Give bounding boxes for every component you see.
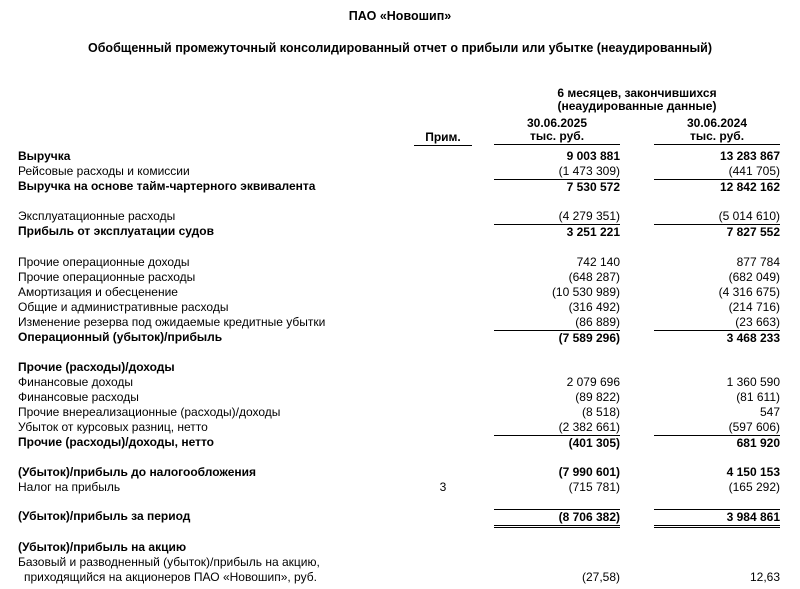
value-2025: 7 530 572 [494, 179, 620, 195]
column-unit-2024: тыс. руб. [689, 129, 745, 143]
company-name: ПАО «Новошип» [348, 9, 452, 23]
row-label: Изменение резерва под ожидаемые кредитные убытки [18, 315, 326, 329]
value-2024: 12 842 162 [654, 179, 780, 195]
row-eps-line-1 [0, 555, 800, 570]
row-other-operating-income [0, 255, 800, 270]
row-profit-for-period [0, 509, 800, 524]
value-2025: (8 518) [581, 405, 620, 419]
value-2024: 7 827 552 [654, 224, 780, 240]
row-label: Базовый и разводненный (убыток)/прибыль на акцию, [18, 555, 320, 569]
value-2024: 4 150 153 [726, 465, 780, 479]
row-operating-expenses [0, 209, 800, 224]
value-2025: (648 287) [568, 270, 620, 284]
row-vessel-profit [0, 224, 800, 239]
value-2024: 547 [759, 405, 780, 419]
row-label: Амортизация и обесценение [18, 285, 178, 299]
value-2025: (2 382 661) [558, 420, 620, 434]
row-label: Эксплуатационные расходы [18, 209, 176, 223]
row-eps-line-2 [0, 570, 800, 585]
row-other-net [0, 435, 800, 450]
row-label: Убыток от курсовых разниц, нетто [18, 420, 208, 434]
row-label: Прочие (расходы)/доходы, нетто [18, 435, 215, 449]
value-2025: (4 279 351) [558, 209, 620, 223]
value-2025: (715 781) [568, 480, 620, 494]
row-finance-income [0, 375, 800, 390]
column-header-2024 [654, 117, 780, 145]
period-line-1: 6 месяцев, закончившихся [557, 86, 717, 100]
value-2025: (7 990 601) [558, 465, 620, 479]
value-2024: (597 606) [728, 420, 780, 434]
value-2024: (214 716) [728, 300, 780, 314]
row-label: Общие и административные расходы [18, 300, 229, 314]
value-2025: (27,58) [581, 570, 620, 584]
column-unit-2025: тыс. руб. [529, 129, 585, 143]
value-2025: (1 473 309) [558, 164, 620, 178]
value-2025: (89 822) [575, 390, 620, 404]
row-label: Налог на прибыль [18, 480, 121, 494]
row-profit-before-tax [0, 465, 800, 480]
period-line-2: (неаудированные данные) [557, 99, 717, 113]
column-header-2025 [494, 117, 620, 145]
row-depreciation [0, 285, 800, 300]
value-2024: (4 316 675) [718, 285, 780, 299]
row-label: Выручка на основе тайм-чартерного эквивалента [18, 179, 316, 193]
value-2025: (86 889) [575, 315, 620, 329]
value-2024: 1 360 590 [726, 375, 780, 389]
value-2024: 3 468 233 [654, 330, 780, 346]
row-label: (Убыток)/прибыль за период [18, 509, 191, 523]
row-label: (Убыток)/прибыль до налогообложения [18, 465, 257, 479]
value-2025: 2 079 696 [566, 375, 620, 389]
value-2024: 13 283 867 [719, 149, 780, 163]
value-2024: 3 984 861 [654, 509, 780, 528]
value-2025: 742 140 [576, 255, 620, 269]
row-income-tax [0, 480, 800, 495]
report-title: Обобщенный промежуточный консолидированный отчет о прибыли или убытке (неаудированный) [87, 41, 712, 55]
value-2025: 3 251 221 [494, 224, 620, 240]
value-2024: (441 705) [728, 164, 780, 178]
value-2025: (316 492) [568, 300, 620, 314]
value-2024: (23 663) [735, 315, 780, 329]
row-other-operating-expenses [0, 270, 800, 285]
value-2025: (10 530 989) [551, 285, 620, 299]
value-2025: (401 305) [494, 435, 620, 451]
row-other-section-heading [0, 360, 800, 375]
value-2025: (7 589 296) [494, 330, 620, 346]
row-g-and-a [0, 300, 800, 315]
value-2024: 681 920 [654, 435, 780, 451]
row-label: Финансовые расходы [18, 390, 139, 404]
row-label: приходящийся на акционеров ПАО «Новошип», руб. [24, 570, 317, 584]
value-2024: (81 611) [736, 390, 780, 404]
row-finance-costs [0, 390, 800, 405]
row-label: Выручка [18, 149, 71, 163]
row-label: Рейсовые расходы и комиссии [18, 164, 190, 178]
value-2024: (682 049) [728, 270, 780, 284]
column-date-2024: 30.06.2024 [686, 116, 748, 130]
row-label: Прочие внереализационные (расходы)/доходы [18, 405, 281, 419]
row-label: Финансовые доходы [18, 375, 134, 389]
note-ref: 3 [439, 480, 447, 494]
value-2024: 12,63 [749, 570, 780, 584]
value-2025: 9 003 881 [566, 149, 620, 163]
row-voyage-expenses [0, 164, 800, 179]
row-fx-loss [0, 420, 800, 435]
row-label: Операционный (убыток)/прибыль [18, 330, 223, 344]
row-ecl-allowance [0, 315, 800, 330]
row-operating-result [0, 330, 800, 345]
note-column-header: Прим. [414, 131, 472, 146]
row-label: (Убыток)/прибыль на акцию [18, 540, 187, 554]
column-date-2025: 30.06.2025 [526, 116, 588, 130]
row-non-operating [0, 405, 800, 420]
row-label: Прочие операционные доходы [18, 255, 190, 269]
row-tce-revenue [0, 179, 800, 194]
row-eps-heading [0, 540, 800, 555]
row-label: Прибыль от эксплуатации судов [18, 224, 215, 238]
value-2024: 877 784 [736, 255, 780, 269]
value-2024: (5 014 610) [718, 209, 780, 223]
row-label: Прочие операционные расходы [18, 270, 196, 284]
value-2024: (165 292) [728, 480, 780, 494]
value-2025: (8 706 382) [494, 509, 620, 528]
period-header [494, 87, 780, 113]
row-revenue [0, 149, 800, 164]
row-label: Прочие (расходы)/доходы [18, 360, 175, 374]
